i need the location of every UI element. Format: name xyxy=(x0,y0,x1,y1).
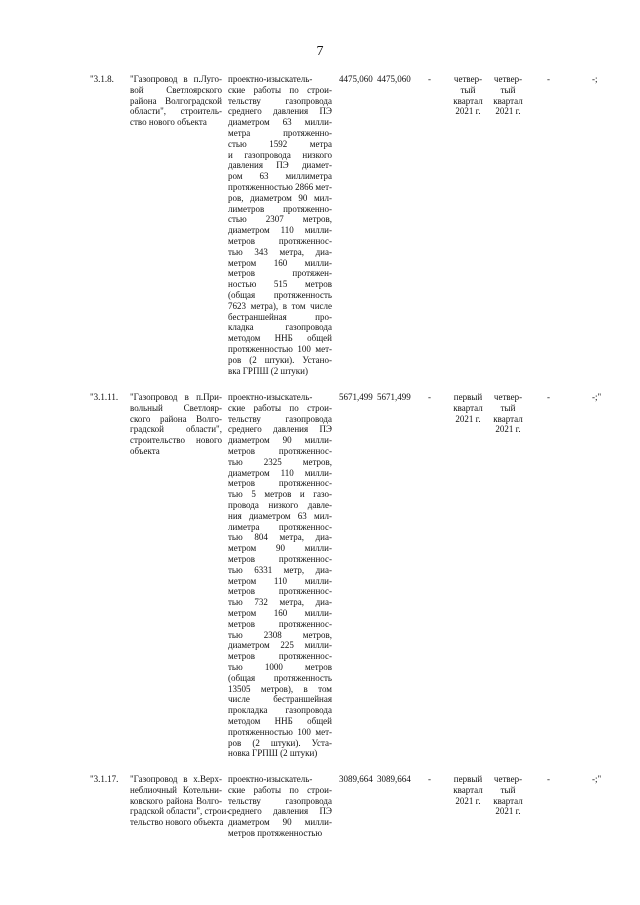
text-line: тью 1000 метров xyxy=(228,661,332,672)
text-line: тельству газопровода xyxy=(228,95,332,106)
text-line: тый xyxy=(460,84,476,95)
text-line: "Газопровод в п.При- xyxy=(130,392,222,402)
text-line: вольный Светлояр- xyxy=(130,402,222,413)
text-line: тью 343 метра, диа- xyxy=(228,246,332,257)
text-line: квартал xyxy=(493,95,523,106)
text-line: метром 90 милли- xyxy=(228,543,332,554)
text-line: квартал xyxy=(493,413,523,424)
text-line: методом ННБ общей xyxy=(228,715,332,726)
end-quarter xyxy=(490,74,526,117)
text-line: метров протяженнос- xyxy=(228,651,332,662)
text-line: первый xyxy=(453,392,483,402)
item-code: "3.1.11. xyxy=(90,392,119,402)
text-line: 2021 г. xyxy=(495,106,521,117)
text-line: новка ГРПШ (2 штуки) xyxy=(228,748,318,759)
cost-value-2: 5671,499 xyxy=(377,392,411,402)
row-end-mark: -;" xyxy=(592,392,602,402)
text-line: 2021 г. xyxy=(495,806,521,817)
text-line: проектно-изыскатель- xyxy=(228,392,313,402)
text-line: провода низкого давле- xyxy=(228,499,332,510)
text-line: методом ННБ общей xyxy=(228,333,332,344)
row-end-mark: -;" xyxy=(592,774,602,784)
text-line: среднего давления ПЭ xyxy=(228,106,332,117)
text-line: ские работы по строи- xyxy=(228,84,332,95)
text-line: метров протяженнос- xyxy=(228,618,332,629)
work-description xyxy=(228,392,332,759)
text-line: стью 2307 метров, xyxy=(228,214,332,225)
empty-cell-dash: - xyxy=(547,74,550,84)
text-line: бестраншейная про- xyxy=(228,311,332,322)
text-line: тый xyxy=(500,402,516,413)
empty-cell-dash: - xyxy=(428,392,431,402)
text-line: первый xyxy=(453,774,483,784)
text-line: числе бестраншейная xyxy=(228,694,332,705)
text-line: ния диаметром 63 мил- xyxy=(228,510,332,521)
text-line: тый xyxy=(500,784,516,795)
text-line: диаметром 110 милли- xyxy=(228,225,332,236)
work-description xyxy=(228,74,332,376)
cost-value-2: 3089,664 xyxy=(377,774,411,784)
empty-cell-dash: - xyxy=(428,774,431,784)
text-line: тью 804 метра, диа- xyxy=(228,532,332,543)
start-quarter xyxy=(450,74,486,117)
text-line: ковского района Волго- xyxy=(130,795,222,806)
text-line: тый xyxy=(500,84,516,95)
text-line: ские работы по строи- xyxy=(228,402,332,413)
text-line: четвер- xyxy=(453,74,483,84)
text-line: протяженностью 100 мет- xyxy=(228,726,332,737)
work-description xyxy=(228,774,332,839)
text-line: диаметром 90 милли- xyxy=(228,817,332,828)
text-line: 7623 метра), в том числе xyxy=(228,300,332,311)
row-end-mark: -; xyxy=(592,74,598,84)
text-line: метров протяженнос- xyxy=(228,445,332,456)
text-line: четвер- xyxy=(493,74,523,84)
text-line: (общая протяженность xyxy=(228,289,332,300)
text-line: четвер- xyxy=(493,774,523,784)
text-line: метром 110 милли- xyxy=(228,575,332,586)
text-line: стью 1592 метра xyxy=(228,138,332,149)
text-line: 2021 г. xyxy=(455,795,481,806)
text-line: метром 160 милли- xyxy=(228,607,332,618)
text-line: проектно-изыскатель- xyxy=(228,774,313,784)
object-name xyxy=(130,392,222,457)
text-line: "Газопровод в п.Луго- xyxy=(130,74,222,84)
text-line: диаметром 90 милли- xyxy=(228,435,332,446)
start-quarter xyxy=(450,774,486,806)
text-line: ров (2 штуки). Уста- xyxy=(228,737,332,748)
object-name xyxy=(130,774,230,828)
text-line: строительство нового xyxy=(130,435,222,446)
object-name xyxy=(130,74,222,128)
text-line: градской области", строи- xyxy=(130,806,230,817)
text-line: ров (2 штуки). Устано- xyxy=(228,354,332,365)
text-line: ские работы по строи- xyxy=(228,784,332,795)
text-line: ского района Волго- xyxy=(130,413,222,424)
text-line: метров протяженностью xyxy=(228,827,323,838)
text-line: диаметром 63 милли- xyxy=(228,117,332,128)
text-line: метров протяженнос- xyxy=(228,553,332,564)
text-line: среднего давления ПЭ xyxy=(228,424,332,435)
text-line: тью 5 метров и газо- xyxy=(228,489,332,500)
text-line: метров протяжен- xyxy=(228,268,332,279)
text-line: лиметра протяженнос- xyxy=(228,521,332,532)
text-line: ство нового объекта xyxy=(130,117,207,128)
text-line: тью 2325 метров, xyxy=(228,456,332,467)
text-line: области", строитель- xyxy=(130,106,222,117)
text-line: метров протяженнос- xyxy=(228,478,332,489)
text-line: вой Светлоярского xyxy=(130,84,222,95)
text-line: ров, диаметром 90 мил- xyxy=(228,192,332,203)
start-quarter xyxy=(450,392,486,424)
text-line: лиметров протяженно- xyxy=(228,203,332,214)
text-line: квартал xyxy=(453,402,483,413)
cost-value-1: 3089,664 xyxy=(339,774,373,784)
text-line: метра протяженно- xyxy=(228,127,332,138)
end-quarter xyxy=(490,774,526,817)
text-line: 2021 г. xyxy=(495,424,521,435)
text-line: района Волгоградской xyxy=(130,95,222,106)
text-line: 2021 г. xyxy=(455,106,481,117)
text-line: давления ПЭ диамет- xyxy=(228,160,332,171)
text-line: 2021 г. xyxy=(455,413,481,424)
text-line: метром 160 милли- xyxy=(228,257,332,268)
text-line: квартал xyxy=(453,784,483,795)
empty-cell-dash: - xyxy=(547,392,550,402)
text-line: прокладка газопровода xyxy=(228,705,332,716)
item-code: "3.1.8. xyxy=(90,74,114,84)
text-line: тельству газопровода xyxy=(228,795,332,806)
text-line: тельство нового объекта xyxy=(130,817,224,828)
text-line: проектно-изыскатель- xyxy=(228,74,313,84)
text-line: тью 732 метра, диа- xyxy=(228,597,332,608)
text-line: протяженностью 2866 мет- xyxy=(228,181,332,192)
text-line: вка ГРПШ (2 штуки) xyxy=(228,365,308,376)
text-line: квартал xyxy=(453,95,483,106)
page-number: 7 xyxy=(316,44,324,59)
text-line: диаметром 225 милли- xyxy=(228,640,332,651)
text-line: тью 6331 метр, диа- xyxy=(228,564,332,575)
text-line: "Газопровод в х.Верх- xyxy=(130,774,222,784)
end-quarter xyxy=(490,392,526,435)
text-line: ностью 515 метров xyxy=(228,279,332,290)
empty-cell-dash: - xyxy=(428,74,431,84)
text-line: объекта xyxy=(130,445,160,456)
text-line: тью 2308 метров, xyxy=(228,629,332,640)
text-line: метров протяженнос- xyxy=(228,586,332,597)
text-line: диаметром 110 милли- xyxy=(228,467,332,478)
text-line: среднего давления ПЭ xyxy=(228,806,332,817)
text-line: квартал xyxy=(493,795,523,806)
text-line: неблиочный Котельни- xyxy=(130,784,222,795)
text-line: ром 63 миллиметра xyxy=(228,171,332,182)
text-line: (общая протяженность xyxy=(228,672,332,683)
cost-value-1: 4475,060 xyxy=(339,74,373,84)
text-line: протяженностью 100 мет- xyxy=(228,343,332,354)
cost-value-2: 4475,060 xyxy=(377,74,411,84)
item-code: "3.1.17. xyxy=(90,774,119,784)
text-line: 13505 метров), в том xyxy=(228,683,332,694)
text-line: градской области", xyxy=(130,424,222,435)
empty-cell-dash: - xyxy=(547,774,550,784)
text-line: четвер- xyxy=(493,392,523,402)
text-line: кладка газопровода xyxy=(228,322,332,333)
text-line: тельству газопровода xyxy=(228,413,332,424)
text-line: и газопровода низкого xyxy=(228,149,332,160)
cost-value-1: 5671,499 xyxy=(339,392,373,402)
text-line: метров протяженнос- xyxy=(228,235,332,246)
